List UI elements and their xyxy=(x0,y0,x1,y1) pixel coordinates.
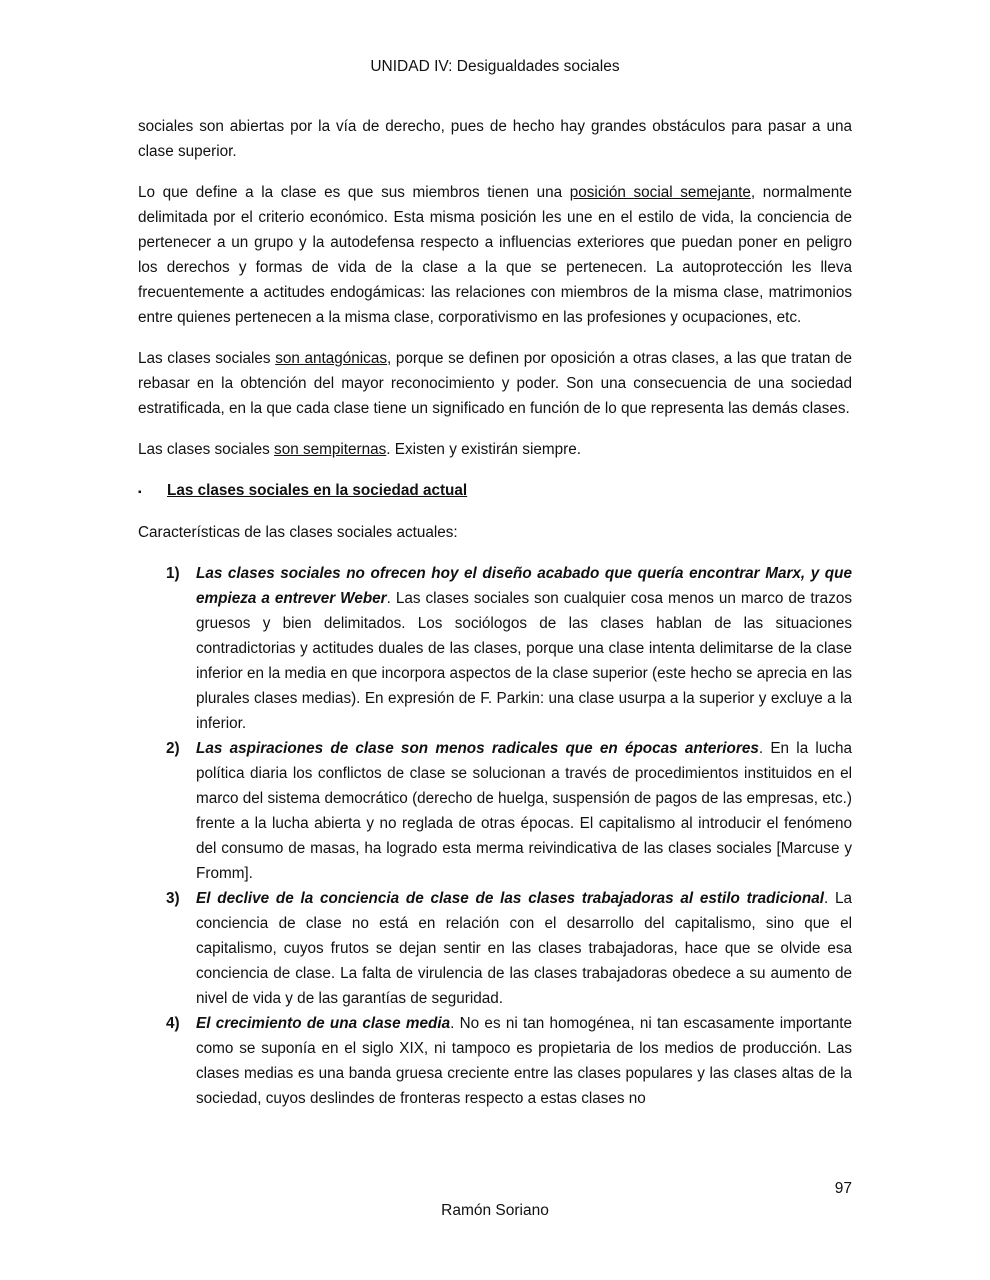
list-item-body: . Las clases sociales son cualquier cosa menos un marco de trazos gruesos y bien delimitados. Los sociólogos de las clases hablan de las situaciones contradictorias y actitudes duales de las clases, porque una clase intenta delimitarse de la clase inferior en la media en que incorpora aspectos de la clase superior (este hecho se aprecia en las plurales clases medias). En expresión de F. Parkin: una clase usurpa a la superior y excluye a la inferior. xyxy=(196,590,852,732)
list-item-body: . La conciencia de clase no está en relación con el desarrollo del capitalismo, sino que el capitalismo, cuyos frutos se dejan sentir en las clases trabajadoras, hace que se olvide esa conciencia de clase. La falta de virulencia de las clases trabajadoras obedece a su aumento de nivel de vida y de las garantías de seguridad. xyxy=(196,890,853,1007)
characteristics-list xyxy=(138,561,852,1111)
paragraph-2-post: , normalmente delimitada por el criterio económico. Esta misma posición les une en el estilo de vida, la conciencia de pertenecer a un grupo y la autodefensa respecto a influencias exteriores que puedan poner en peligro los derechos y formas de vida de la clase a la que se pertenecen. La autoprotección les lleva frecuentemente a actitudes endogámicas: las relaciones con miembros de la misma clase, matrimonios entre quienes pertenecen a la misma clase, corporativismo en las profesiones y ocupaciones, etc. xyxy=(138,184,852,326)
paragraph-2-pre: Lo que define a la clase es que sus miembros tienen una xyxy=(138,184,570,201)
list-item-body: . En la lucha política diaria los conflictos de clase se solucionan a través de procedimientos instituidos en el marco del sistema democrático (derecho de huelga, suspensión de pagos de las empresas, etc.) frente a la lucha abierta y no reglada de otras épocas. El capitalismo al introducir el fenómeno del consumo de masas, ha logrado esta merma reivindicativa de las clases sociales [Marcuse y Fromm]. xyxy=(196,740,852,882)
list-item-lead: Las clases sociales no ofrecen hoy el diseño acabado que quería encontrar Marx, y que empieza a entrever Weber xyxy=(196,565,852,607)
paragraph-3 xyxy=(138,346,852,421)
list-item-lead: El declive de la conciencia de clase de las clases trabajadoras al estilo tradicional xyxy=(196,890,824,907)
paragraph-2-underline: posición social semejante xyxy=(569,184,751,201)
paragraph-2 xyxy=(138,180,852,330)
paragraph-4-post: . Existen y existirán siempre. xyxy=(386,441,581,458)
page-number: 97 xyxy=(834,1180,852,1197)
list-intro: Características de las clases sociales actuales: xyxy=(138,524,458,541)
list-item-lead: El crecimiento de una clase media xyxy=(196,1015,451,1032)
running-header: UNIDAD IV: Desigualdades sociales xyxy=(370,58,620,75)
list-item xyxy=(138,736,852,886)
list-item-lead: Las aspiraciones de clase son menos radicales que en épocas anteriores xyxy=(196,740,759,757)
section-heading xyxy=(138,478,852,505)
list-item-number: 4) xyxy=(166,1015,180,1032)
list-item-number: 2) xyxy=(166,740,180,757)
square-bullet-icon: ▪ xyxy=(138,487,142,498)
paragraph-3-pre: Las clases sociales xyxy=(138,350,276,367)
list-item xyxy=(138,886,852,1011)
list-item xyxy=(138,1011,852,1111)
page-body xyxy=(138,114,852,1111)
list-item-number: 3) xyxy=(166,890,180,907)
list-item xyxy=(138,561,852,736)
paragraph-3-underline: son antagónicas xyxy=(275,350,387,367)
section-title: Las clases sociales en la sociedad actual xyxy=(167,482,468,499)
paragraph-4 xyxy=(138,437,852,462)
list-item-number: 1) xyxy=(166,565,180,582)
list-item-body: . No es ni tan homogénea, ni tan escasamente importante como se suponía en el siglo XIX, ni tampoco es propietaria de los medios de producción. Las clases medias es una banda gruesa creciente entre las clases populares y las clases altas de la sociedad, cuyos deslindes de fronteras respecto a estas clases no xyxy=(196,1015,853,1107)
running-footer: Ramón Soriano xyxy=(441,1202,549,1219)
paragraph-4-pre: Las clases sociales xyxy=(138,441,275,458)
paragraph-4-underline: son sempiternas xyxy=(274,441,387,458)
paragraph-3-post: , porque se definen por oposición a otras clases, a las que tratan de rebasar en la obtención del mayor reconocimiento y poder. Son una consecuencia de una sociedad estratificada, en la que cada clase tiene un significado en función de lo que representa las demás clases. xyxy=(138,350,852,417)
paragraph-1: sociales son abiertas por la vía de derecho, pues de hecho hay grandes obstáculos para pasar a una clase superior. xyxy=(138,118,852,160)
